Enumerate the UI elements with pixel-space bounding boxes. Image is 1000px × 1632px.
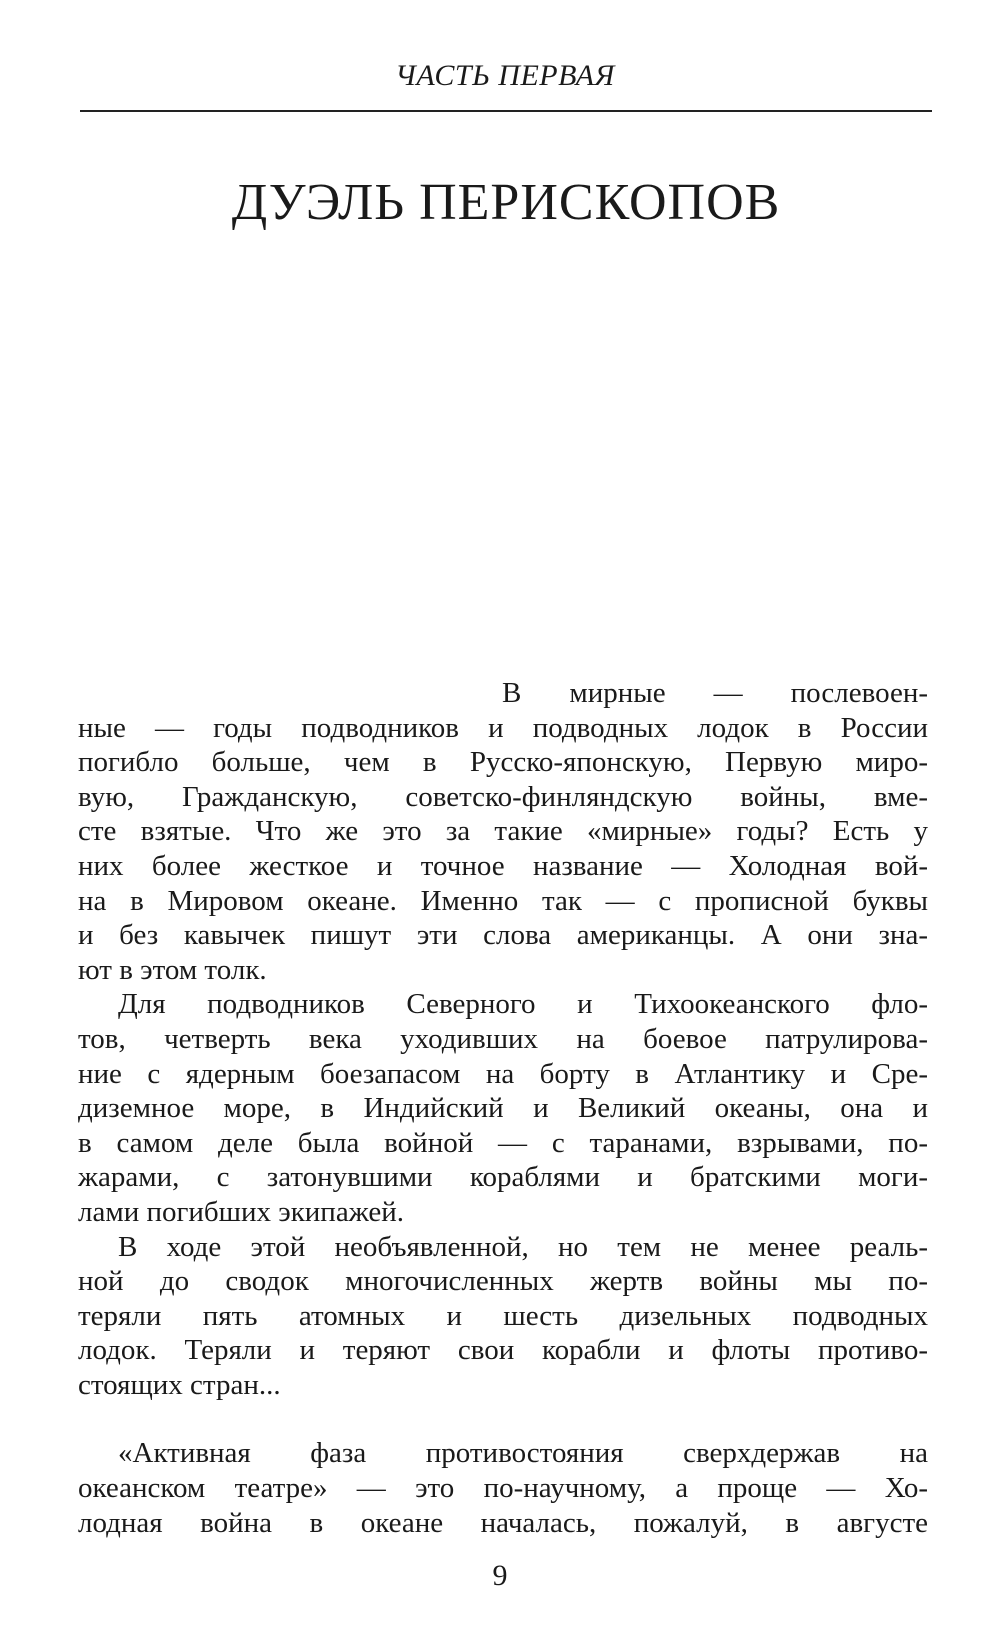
text-line: вую, Гражданскую, советско-финляндскую войны, вме- (78, 780, 928, 813)
text-line: океанском театре» — это по-научному, а проще — Хо- (78, 1472, 928, 1505)
text-line: и без кавычек пишут эти слова американцы. А они зна- (78, 919, 928, 952)
text-line: них более жесткое и точное название — Холодная вой- (78, 849, 928, 882)
text-line: В мирные — послевоен- (502, 677, 928, 709)
text-line: в самом деле была войной — с таранами, взрывами, по- (78, 1126, 928, 1159)
header-rule (80, 110, 932, 112)
text-line: ние с ядерным боезапасом на борту в Атлантику и Сре- (78, 1057, 928, 1090)
text-line: Для подводников Северного и Тихоокеанского фло- (118, 988, 928, 1021)
paragraph-4 (78, 1436, 928, 1540)
text-line: диземное море, в Индийский и Великий океаны, она и (78, 1092, 928, 1125)
chapter-title: ДУЭЛЬ ПЕРИСКОПОВ (231, 173, 781, 231)
running-head: ЧАСТЬ ПЕРВАЯ (395, 59, 615, 92)
page-number: 9 (492, 1559, 508, 1592)
section-gap (78, 1402, 928, 1436)
text-line: на в Мировом океане. Именно так — с прописной буквы (78, 884, 928, 917)
text-line: лами погибших экипажей. (78, 1195, 404, 1228)
paragraph-2 (78, 987, 928, 1229)
text-line: теряли пять атомных и шесть дизельных подводных (78, 1299, 928, 1332)
text-line: погибло больше, чем в Русско-японскую, Первую миро- (78, 746, 928, 779)
body-text (78, 676, 928, 1540)
text-line: тов, четверть века уходивших на боевое патрулирова- (78, 1022, 928, 1055)
text-line: ной до сводок многочисленных жертв войны мы по- (78, 1265, 928, 1298)
text-line: сте взятые. Что же это за такие «мирные» годы? Есть у (78, 815, 928, 848)
text-line: «Активная фаза противостояния сверхдержав на (118, 1437, 928, 1470)
paragraph-1 (78, 676, 928, 987)
text-line: лодок. Теряли и теряют свои корабли и флоты противо- (78, 1334, 928, 1367)
text-line: стоящих стран... (78, 1368, 281, 1401)
text-line: лодная война в океане началась, пожалуй, в августе (78, 1506, 928, 1539)
text-line: ют в этом толк. (78, 953, 267, 986)
paragraph-3 (78, 1230, 928, 1403)
text-line: жарами, с затонувшими кораблями и братскими моги- (78, 1161, 928, 1194)
text-line: ные — годы подводников и подводных лодок в России (78, 711, 928, 744)
text-line: В ходе этой необъявленной, но тем не менее реаль- (118, 1230, 928, 1263)
